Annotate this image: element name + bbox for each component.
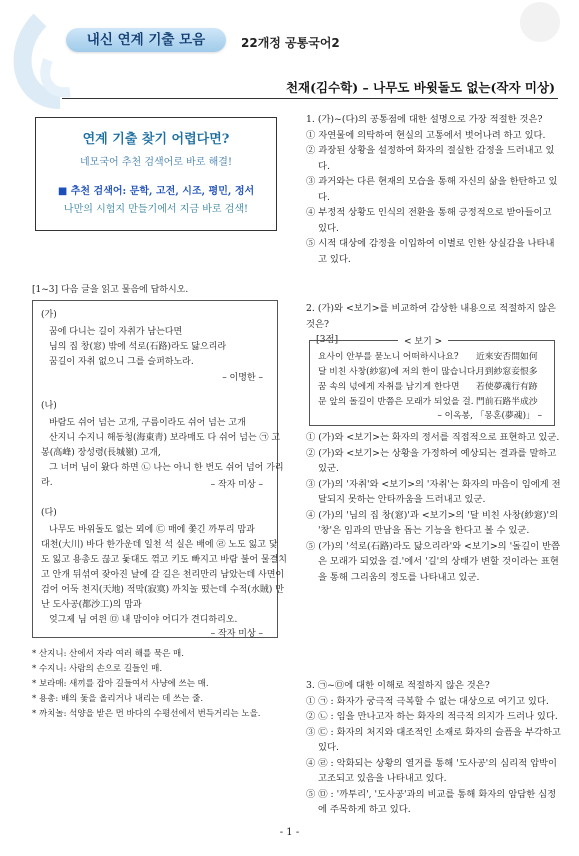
promo-box — [35, 117, 277, 231]
bogi-line: 달 비친 사창(紗窓)에 저의 한이 많습니다. — [318, 367, 479, 377]
question-1 — [306, 112, 561, 267]
passage-da-label: (다) — [41, 508, 57, 518]
question-2-options — [306, 430, 561, 585]
bogi-line: 꿈 속의 넋에게 자취를 남기게 한다면 — [318, 382, 460, 392]
option-5: ⑤ ㉤ : '까투리', '도사공'과의 비교를 통해 화자의 암담한 심정에 주목하게 하고 있다. — [306, 788, 557, 815]
option-1: ① ㉠ : 화자가 궁극적 극복할 수 없는 대상으로 여기고 있다. — [306, 695, 549, 707]
option-3: ③ ㉢ : 화자의 처지와 대조적인 소재로 화자의 슬픔을 부각하고 있다. — [306, 726, 561, 753]
promo-title: 연계 기출 찾기 어렵다면? — [82, 132, 230, 147]
question-points: [3점] — [316, 334, 339, 345]
option-3: ③ 과거와는 다른 현재의 모습을 통해 자신의 삶을 한탄하고 있다. — [306, 176, 558, 203]
promo-keywords: ■ 추천 검색어: 문학, 고전, 시조, 평민, 정서 — [57, 186, 255, 197]
da-line: 고 안개 뒤섞여 잦아진 날에 갈 길은 천리만리 남았는데 사면이 — [41, 570, 285, 580]
na-author: – 작자 미상 – — [210, 480, 263, 490]
option-4: ④ ㉣ : 악화되는 상황의 열거를 통해 '도사공'의 심리적 압박이 고조되고 있음을 나타내고 있다. — [306, 757, 558, 784]
page-header — [0, 0, 579, 110]
question-3 — [306, 678, 561, 818]
da-line: 검어 어둑 천지(天地) 적막(寂寞) 까치놀 떴는데 수적(水賊) 만 — [41, 585, 284, 595]
da-line: 나무도 바위돌도 없는 뫼에 ㉢ 매에 쫓긴 까투리 맘과 — [49, 525, 255, 535]
passage-na-label: (나) — [41, 401, 57, 411]
option-2: ② ㉡ : 임을 만나고자 하는 화자의 적극적 의지가 드러나 있다. — [306, 711, 558, 722]
da-line: 대천(大川) 바다 한가운데 일천 석 실은 배에 ㉣ 노도 잃고 닻 — [41, 540, 278, 550]
glossary-notes — [32, 647, 292, 722]
title-rule — [62, 98, 558, 99]
note-item: * 수지니: 사람의 손으로 길들인 매. — [32, 664, 163, 674]
question-stem: 1. (가)~(다)의 공통점에 대한 설명으로 가장 적절한 것은? — [306, 114, 543, 125]
option-4: ④ (가)의 '님의 집 창(窓)'과 <보기>의 '달 비친 사창(紗窓)'의 '창'은 임과의 만남을 돕는 기능을 한다고 볼 수 있군. — [306, 509, 559, 536]
bogi-author: – 이옥봉, 「몽혼(夢魂)」 – — [437, 411, 542, 421]
option-1: ① (가)와 <보기>는 화자의 정서를 직접적으로 표현하고 있군. — [306, 432, 560, 443]
work-title: 천재(김수학) – 나무도 바윗돌도 없는(작자 미상) — [285, 80, 555, 95]
option-2: ② 과장된 상황을 설정하여 화자의 절실한 감정을 드러내고 있다. — [306, 145, 555, 172]
ga-author: – 이명한 – — [222, 373, 263, 383]
page-number: - 1 - — [279, 827, 300, 838]
da-author: – 작자 미상 – — [210, 629, 263, 639]
note-item: * 용총: 배의 돛을 올리거나 내리는 데 쓰는 줄. — [32, 694, 204, 704]
na-line: 바람도 쉬어 넘는 고개, 구름이라도 쉬어 넘는 고개 — [49, 418, 246, 428]
bogi-line: 요사이 안부를 묻노니 어떠하시나요? — [318, 352, 459, 362]
bogi-hanja: 門前石路半成沙 — [476, 397, 538, 407]
bogi-hanja: 若使夢魂行有跡 — [476, 382, 538, 392]
bogi-hanja: 月到紗窓妾恨多 — [476, 367, 538, 377]
na-line: 산지니 수지니 해동청(海東靑) 보라매도 다 쉬어 넘는 ㉠ 고 — [49, 433, 281, 443]
series-badge: 내신 연계 기출 모음 — [66, 28, 226, 52]
ga-line: 꿈길이 자취 없으니 그를 슬퍼하노라. — [49, 357, 194, 367]
option-4: ④ 부정적 상황도 인식의 전환을 통해 긍정적으로 받아들이고 있다. — [306, 207, 552, 234]
passage-ga-label: (가) — [41, 310, 57, 320]
da-line: 엊그제 님 여읜 ㉤ 내 맘이야 어디가 견디하리오. — [49, 615, 238, 625]
bogi-title: < 보기 > — [398, 334, 448, 347]
option-3: ③ (가)의 '자취'와 <보기>의 '자취'는 화자의 마음이 임에게 전달되지 못하는 안타까움을 드러내고 있군. — [306, 478, 561, 505]
bogi-line: 문 앞의 돌길이 반쯤은 모래가 되었을 걸. — [318, 397, 474, 407]
option-1: ① 자연물에 의탁하여 현실의 고통에서 벗어나려 하고 있다. — [306, 129, 546, 141]
passage-box — [32, 300, 287, 639]
option-5: ⑤ 시적 대상에 감정을 이입하여 이별로 인한 상실감을 나타내고 있다. — [306, 238, 555, 265]
option-2: ② (가)와 <보기>는 상황을 가정하여 예상되는 결과를 말하고 있군. — [306, 447, 557, 474]
bogi-hanja: 近來安否問如何 — [476, 352, 538, 362]
question-stem: 3. ㉠~㉤에 대한 이해로 적절하지 않은 것은? — [306, 680, 490, 691]
promo-cta: 나만의 시험지 만들기에서 지금 바로 검색! — [63, 204, 249, 215]
ga-line: 님의 집 창(窓) 밖에 석로(石路)라도 닳으리라 — [49, 342, 227, 352]
note-item: * 까치놀: 석양을 받은 먼 바다의 수평선에서 번득거리는 노을. — [32, 709, 261, 719]
ga-line: 꿈에 다니는 길이 자취가 남는다면 — [49, 327, 183, 337]
na-line: 봉(高峰) 장성령(長城嶺) 고개, — [41, 448, 161, 458]
question-stem: 2. (가)와 <보기>를 비교하여 감상한 내용으로 적절하지 않은 것은? — [306, 303, 556, 330]
note-item: * 보라매: 새끼를 잡아 길들여서 사냥에 쓰는 매. — [32, 679, 209, 689]
option-5: ⑤ (가)의 '석로(石路)라도 닳으리라'와 <보기>의 '돌길이 반쯤은 모래가 되었을 걸.'에서 '길'의 상태가 변할 것이라는 표현을 통해 그리움의 정도를 나타내고 있군. — [306, 540, 561, 583]
na-line: 그 너머 님이 왔다 하면 ㉡ 나는 아니 한 번도 쉬어 넘어 가리 — [49, 463, 284, 473]
instruction: [1~3] 다음 글을 읽고 물음에 답하시오. — [32, 285, 189, 295]
na-line: 라. — [41, 478, 53, 488]
da-line: 난 도사공(都沙工)의 맘과 — [41, 600, 142, 610]
da-line: 도 잃고 용총도 끊고 돛대도 꺾고 키도 빠지고 바람 불어 물결치 — [41, 555, 287, 565]
note-item: * 산지니: 산에서 자라 여러 해를 묵은 매. — [32, 649, 184, 659]
promo-subtitle: 네모국어 추천 검색어로 바로 해결! — [80, 157, 232, 168]
subject-label: 22개정 공통국어2 — [241, 36, 340, 50]
